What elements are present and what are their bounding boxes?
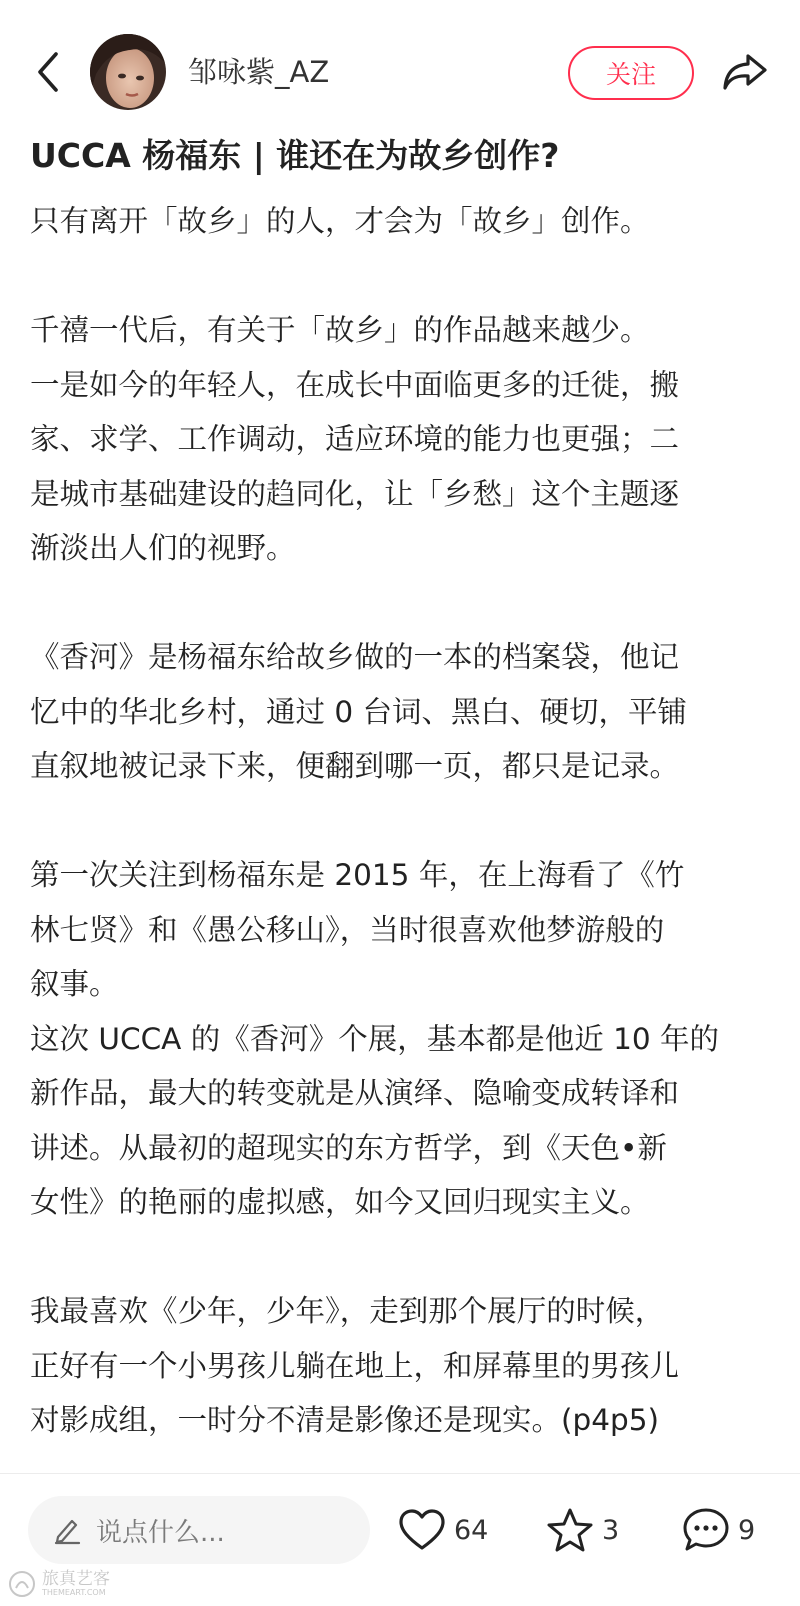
pen-icon — [52, 1515, 82, 1545]
heart-icon — [398, 1508, 446, 1552]
collect-button[interactable] — [546, 1502, 619, 1558]
paragraph: 《香河》是杨福东给故乡做的一本的档案袋，他记 忆中的华北乡村，通过 0 台词、黑白、硬切，平铺 直叙地被记录下来，便翻到哪一页，都只是记录。 — [30, 640, 688, 783]
share-arrow-icon — [722, 52, 768, 92]
chat-bubble-icon — [682, 1507, 730, 1553]
avatar[interactable] — [90, 34, 166, 110]
paragraph-gap — [30, 249, 775, 304]
share-button[interactable] — [718, 46, 772, 98]
username[interactable]: 邹咏紫_AZ — [188, 55, 330, 89]
watermark-en: THEMEART.COM — [42, 1588, 106, 1597]
follow-button[interactable]: 关注 — [568, 46, 694, 100]
watermark-logo-icon — [8, 1570, 36, 1598]
watermark-cn: 旅真艺客 — [42, 1569, 110, 1589]
collect-count: 3 — [602, 1514, 620, 1546]
comment-placeholder: 说点什么... — [96, 1517, 225, 1548]
chevron-left-icon — [34, 50, 62, 94]
paragraph: 千禧一代后，有关于「故乡」的作品越来越少。 一是如今的年轻人，在成长中面临更多的迁徙，搬 家、求学、工作调动，适应环境的能力也更强；二 是城市基础建设的趋同化，让「乡愁」这个主题逐 渐淡出人们的视野。 — [30, 313, 680, 565]
post-body — [30, 194, 775, 1448]
like-button[interactable] — [398, 1502, 488, 1558]
paragraph-gap — [30, 1230, 775, 1285]
star-icon — [546, 1507, 594, 1553]
paragraph: 第一次关注到杨福东是 2015 年，在上海看了《竹 林七贤》和《愚公移山》，当时很喜欢他梦游般的 叙事。 这次 UCCA 的《香河》个展，基本都是他近 10 年的 新作品，最大的转变就是从演绎、隐喻变成转译和 讲述。从最初的超现实的东方哲学，到《天色•新 女性》的艳丽的虚拟感，如今又回归现实主义。 — [30, 858, 720, 1219]
paragraph-gap — [30, 576, 775, 631]
paragraph: 我最喜欢《少年，少年》，走到那个展厅的时候， 正好有一个小男孩儿躺在地上，和屏幕里的男孩儿 对影成组，一时分不清是影像还是现实。(p4p5) — [30, 1294, 680, 1437]
comment-button[interactable] — [682, 1502, 755, 1558]
paragraph: 只有离开「故乡」的人，才会为「故乡」创作。 — [30, 204, 650, 238]
post-header — [0, 0, 800, 140]
paragraph-gap — [30, 794, 775, 849]
bottom-action-bar — [0, 1474, 800, 1606]
comment-input[interactable] — [28, 1496, 370, 1564]
comment-count: 9 — [738, 1514, 756, 1546]
back-button[interactable] — [28, 48, 68, 96]
watermark — [8, 1566, 110, 1602]
post-title: UCCA 杨福东 | 谁还在为故乡创作? — [30, 136, 560, 175]
like-count: 64 — [454, 1514, 489, 1546]
